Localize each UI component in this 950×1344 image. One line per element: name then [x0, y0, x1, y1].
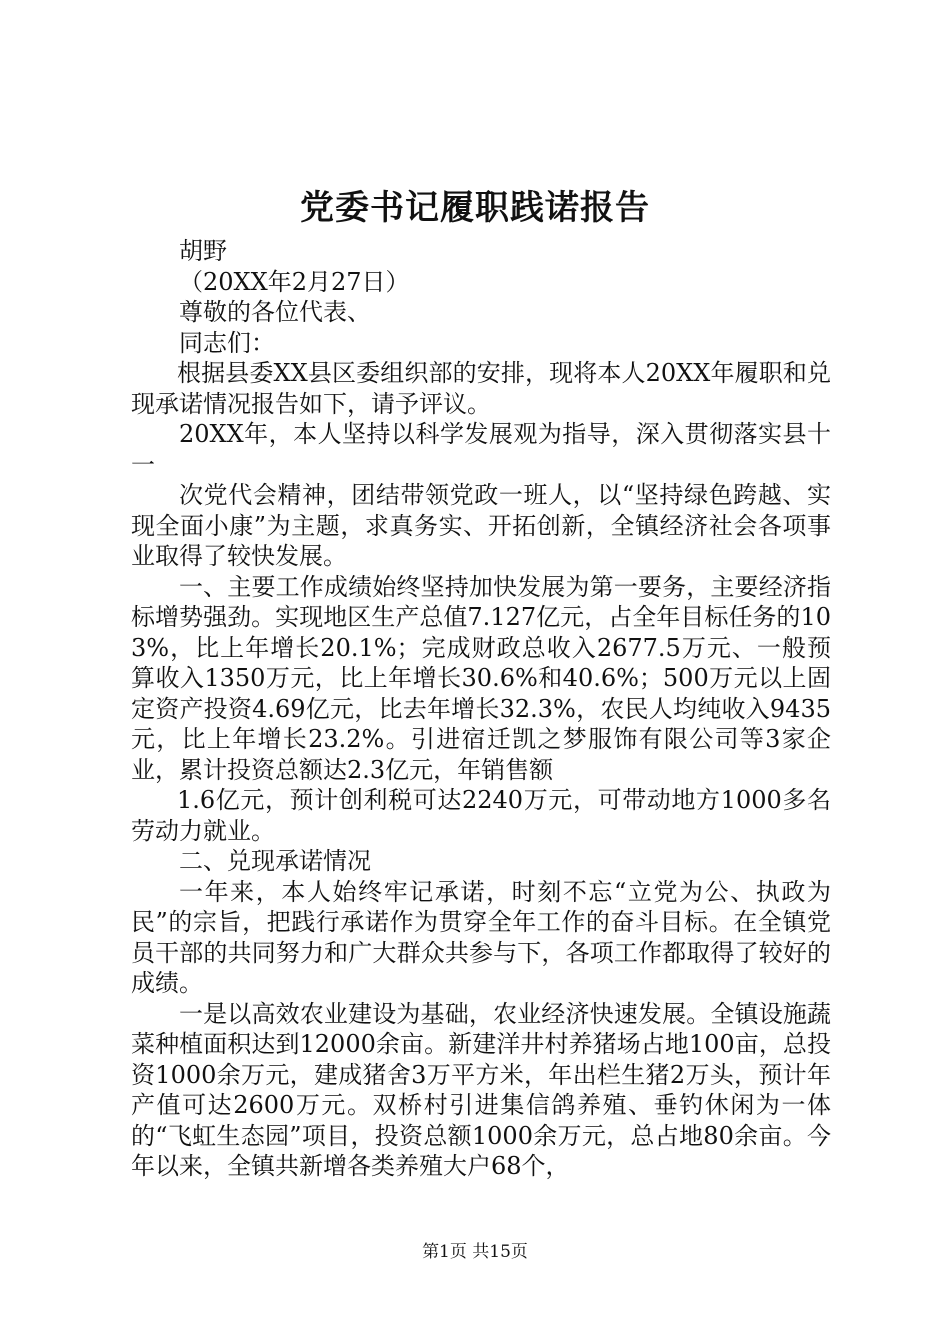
salutation-line-1: 尊敬的各位代表、 [179, 298, 371, 326]
paragraph-intro: 根据县委XX县区委组织部的安排，现将本人20XX年履职和兑现承诺情况报告如下，请予评议。 [131, 359, 831, 418]
document-title: 党委书记履职践诺报告 [300, 188, 650, 228]
paragraph-summary-start: 20XX年，本人坚持以科学发展观为指导，深入贯彻落实县十一 [131, 420, 831, 479]
author-line: 胡野 [179, 237, 227, 265]
section-heading-2: 二、兑现承诺情况 [179, 847, 371, 875]
page-footer: 第1页 共15页 [422, 1242, 528, 1262]
date-line: （20XX年2月27日） [179, 267, 410, 296]
paragraph-section-1-continued: 1.6亿元，预计创利税可达2240万元，可带动地方1000多名劳动力就业。 [131, 786, 831, 845]
paragraph-commitment: 一年来，本人始终牢记承诺，时刻不忘“立党为公、执政为民”的宗旨，把践行承诺作为贯穿全年工作的奋斗目标。在全镇党员干部的共同努力和广大群众共参与下，各项工作都取得了较好的成绩。 [131, 877, 831, 997]
paragraph-agriculture: 一是以高效农业建设为基础，农业经济快速发展。全镇设施蔬菜种植面积达到12000余亩。新建洋井村养猪场占地100亩，总投资1000余万元，建成猪舍3万平方米，年出栏生猪2万头，预计年产值可达2600万元。双桥村引进集信鸽养殖、垂钓休闲为一体的“飞虹生态园”项目，投资总额1000余万元，总占地80余亩。今年以来，全镇共新增各类养殖大户68个， [131, 999, 831, 1180]
paragraph-summary-continued: 次党代会精神，团结带领党政一班人，以“坚持绿色跨越、实现全面小康”为主题，求真务实、开拓创新，全镇经济社会各项事业取得了较快发展。 [131, 481, 831, 570]
paragraph-section-1: 一、主要工作成绩始终坚持加快发展为第一要务，主要经济指标增势强劲。实现地区生产总值7.127亿元，占全年目标任务的103%，比上年增长20.1%；完成财政总收入2677.5万元、一般预算收入1350万元，比上年增长30.6%和40.6%；500万元以上固定资产投资4.69亿元，比去年增长32.3%，农民人均纯收入9435元，比上年增长23.2%。引进宿迁凯之梦服饰有限公司等3家企业，累计投资总额达2.3亿元，年销售额 [131, 572, 831, 784]
salutation-line-2: 同志们： [179, 328, 275, 357]
document-body [131, 236, 831, 1182]
